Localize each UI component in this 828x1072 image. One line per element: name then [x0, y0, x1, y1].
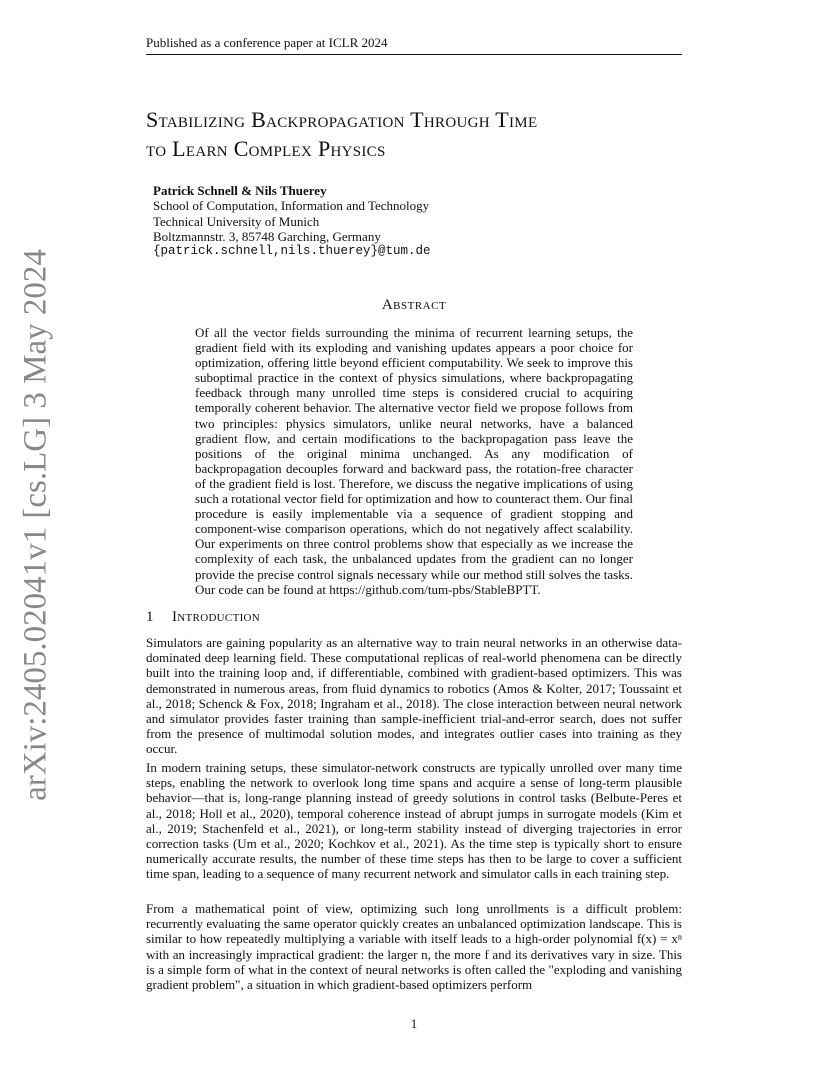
arxiv-side-identifier [16, 249, 56, 801]
abstract-text: Of all the vector fields surrounding the minima of recurrent learning setups, the gradient field with its exploding and vanishing updates appears a poor choice for optimization, offering little beyond efficient computability. We seek to improve this suboptimal practice in the context of physics simulations, where backpropagating feedback through many unrolled time steps is considered crucial to acquiring temporally coherent behavior. The alternative vector field we propose follows from two principles: physics simulators, unlike neural networks, have a balanced gradient flow, and certain modifications to the backpropagation pass leave the positions of the original minima unchanged. As any modification of backpropagation decouples forward and backward pass, the rotation-free character of the gradient field is lost. Therefore, we discuss the negative implications of using such a rotational vector field for optimization and how to counteract them. Our final procedure is easily implementable via a sequence of gradient stopping and component-wise comparison operations, which do not negatively affect scalability. Our experiments on three control problems show that especially as we increase the complexity of each task, the unbalanced updates from the gradient can no longer provide the precise control signals necessary while our method still solves the tasks. Our code can be found at https://github.com/tum-pbs/StableBPTT. [195, 325, 633, 597]
affiliation-university: Technical University of Munich [153, 213, 320, 229]
paper-title [146, 105, 686, 163]
affiliation-school: School of Computation, Information and Technology [153, 198, 430, 214]
page-number: 1 [410, 1016, 418, 1031]
section-number: 1 [146, 609, 154, 625]
affiliation-address: Boltzmannstr. 3, 85748 Garching, Germany [153, 228, 381, 244]
title-line-1: Stabilizing Backpropagation Through Time [146, 107, 538, 132]
abstract-heading: Abstract [381, 297, 447, 313]
author-email: {patrick.schnell,nils.thuerey}@tum.de [153, 244, 431, 259]
section-title: Introduction [172, 609, 261, 625]
author-block [153, 183, 653, 259]
intro-paragraph-2: In modern training setups, these simulator-network constructs are typically unrolled over many time steps, enabling the network to overlook long time spans and acquire a sense of long-term plausible behavior—that is, long-range planning instead of greedy solutions in control tasks (Belbute-Peres et al., 2018; Holl et al., 2020), temporal coherence instead of abrupt jumps in surrogate models (Kim et al., 2019; Stachenfeld et al., 2021), or long-term stability instead of diverging trajectories in error correction tasks (Um et al., 2020; Kochkov et al., 2021). As the time step is typically short to ensure numerically accurate results, the number of these time steps has then to be large to cover a sufficient time span, leading to a sequence of many recurrent network and simulator calls in each training step. [146, 760, 682, 882]
arxiv-identifier-text: arXiv:2405.02041v1 [cs.LG] 3 May 2024 [17, 249, 54, 801]
intro-paragraph-1: Simulators are gaining popularity as an alternative way to train neural networks in an otherwise data-dominated deep learning field. These computational replicas of real-world phenomena can be directly built into the training loop and, if differentiable, combined with gradient-based optimizers. This was demonstrated in numerous areas, from fluid dynamics to robotics (Amos & Kolter, 2017; Toussaint et al., 2018; Schenck & Fox, 2018; Ingraham et al., 2018). The close interaction between neural network and simulator provides faster training than sample-inefficient trial-and-error search, does not suffer from the presence of multimodal solution modes, and integrates outlier cases into training as they occur. [146, 635, 682, 757]
intro-paragraph-3: From a mathematical point of view, optimizing such long unrollments is a difficult problem: recurrently evaluating the same operator quickly creates an unbalanced optimization landscape. This is similar to how repeatedly multiplying a variable with itself leads to a high-order polynomial f(x) = xⁿ with an increasingly impractical gradient: the larger n, the more f and its derivatives vary in size. This is a simple form of what in the context of neural networks is often called the "exploding and vanishing gradient problem", a situation in which gradient-based optimizers perform [146, 901, 682, 993]
section-heading-introduction [146, 609, 682, 626]
title-line-2: to Learn Complex Physics [146, 136, 386, 161]
running-head: Published as a conference paper at ICLR 2024 [146, 35, 682, 55]
author-names: Patrick Schnell & Nils Thuerey [153, 183, 327, 198]
